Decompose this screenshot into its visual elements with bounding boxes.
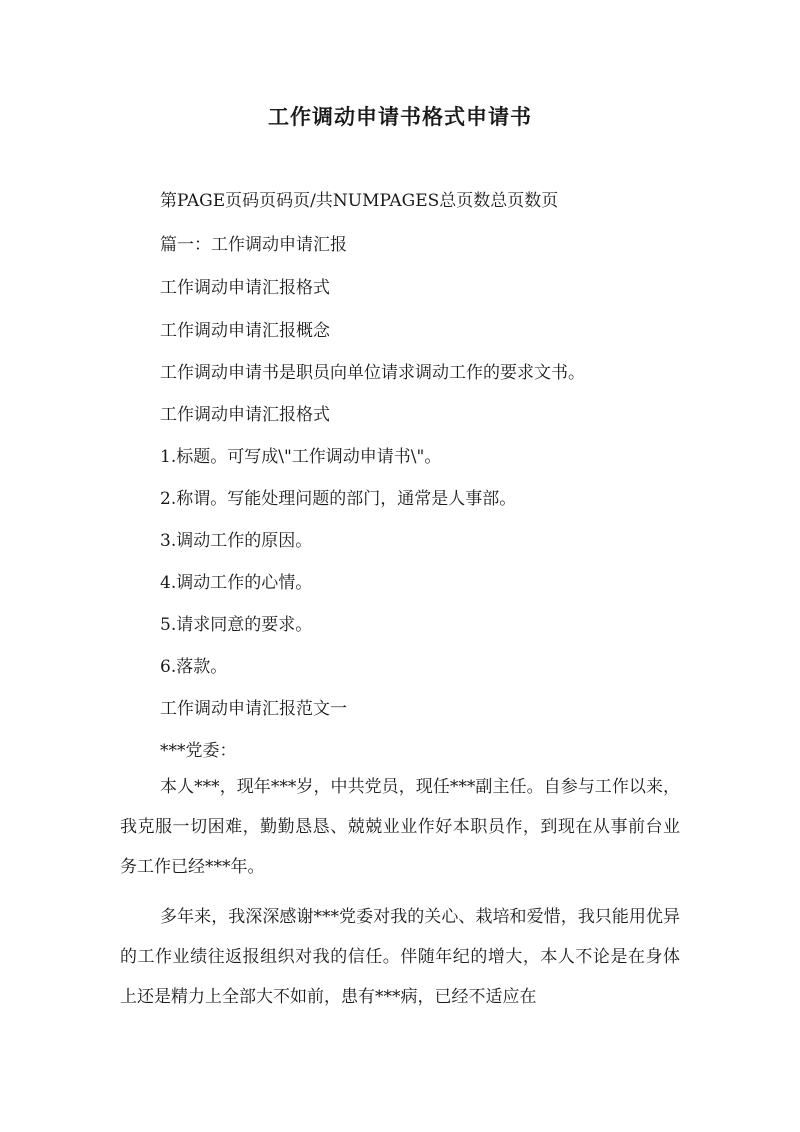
section-heading: 篇一：工作调动申请汇报: [160, 235, 347, 255]
document-title: 工作调动申请书格式申请书: [268, 104, 532, 129]
paragraph-text: 多年来，我深深感谢***党委对我的关心、栽培和爱惜，我只能用优异的工作业绩往返报组织对我的信任。伴随年纪的增大，本人不论是在身体上还是精力上全部大不如前，患有***病，已经不适应在: [120, 907, 680, 1007]
text-line: 工作调动申请汇报格式: [160, 278, 330, 298]
page-number-field: 第PAGE页码页码页/共NUMPAGES总页数总页数页: [160, 191, 559, 211]
text-line: 工作调动申请汇报格式: [160, 405, 330, 425]
list-item: 5.请求同意的要求。: [160, 615, 313, 635]
salutation: ***党委：: [160, 741, 237, 761]
paragraph-text: 本人***，现年***岁，中共党员，现任***副主任。自参与工作以来，我克服一切困难，勤勤恳恳、兢兢业业作好本职员作，到现在从事前台业务工作已经***年。: [120, 777, 680, 877]
list-item: 1.标题。可写成\"工作调动申请书\"。: [160, 447, 442, 467]
list-item: 2.称谓。写能处理问题的部门，通常是人事部。: [160, 489, 517, 509]
body-paragraph: [120, 897, 680, 1017]
list-item: 3.调动工作的原因。: [160, 531, 313, 551]
text-line: 工作调动申请书是职员向单位请求调动工作的要求文书。: [160, 363, 585, 383]
text-line: 工作调动申请汇报范文一: [160, 699, 347, 719]
text-line: 工作调动申请汇报概念: [160, 321, 330, 341]
list-item: 4.调动工作的心情。: [160, 573, 313, 593]
list-item: 6.落款。: [160, 657, 228, 677]
body-paragraph: [120, 767, 680, 887]
